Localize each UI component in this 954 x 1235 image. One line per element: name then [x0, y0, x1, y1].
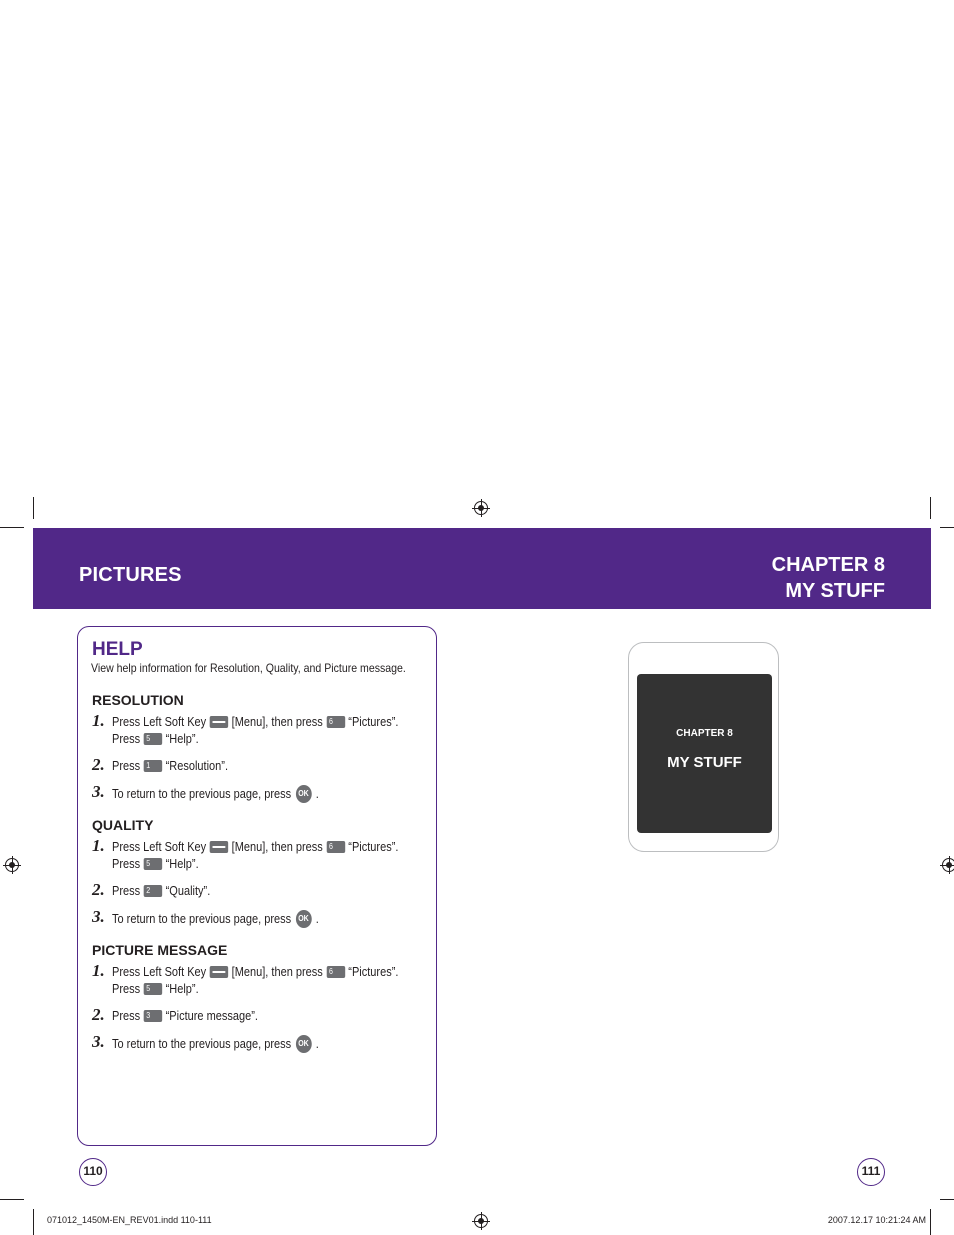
crop-mark — [940, 527, 954, 528]
section-heading-quality: QUALITY — [92, 817, 154, 833]
step-number: 2. — [92, 755, 105, 774]
step-line — [112, 715, 398, 729]
section-title: PICTURES — [79, 564, 182, 586]
step-text: Press — [112, 759, 141, 773]
step-line — [112, 785, 319, 803]
chapter-number: CHAPTER 8 — [771, 554, 885, 576]
step-number: 1. — [92, 711, 105, 730]
step-text: To return to the previous page, press — [112, 912, 292, 926]
footer-filename: 071012_1450M-EN_REV01.indd 110-111 — [47, 1215, 212, 1225]
chapter-name: MY STUFF — [785, 580, 885, 602]
step-text: Press Left Soft Key — [112, 715, 207, 729]
step-text: “Pictures”. — [348, 965, 399, 979]
crop-mark — [0, 527, 24, 528]
key-6-icon: 6 — [326, 966, 344, 978]
step-line — [112, 1009, 258, 1023]
registration-mark-icon — [942, 858, 954, 872]
step-text: To return to the previous page, press — [112, 1037, 292, 1051]
step-text: “Resolution”. — [165, 759, 229, 773]
step-text: “Quality”. — [165, 884, 211, 898]
step-text: Press — [112, 732, 141, 746]
ok-key-icon: OK — [296, 910, 312, 928]
crop-mark — [33, 497, 34, 519]
step-line — [112, 884, 210, 898]
left-soft-key-icon — [210, 966, 228, 978]
step-text: “Help”. — [165, 732, 199, 746]
key-5-icon: 5 — [144, 858, 162, 870]
crop-mark — [930, 1209, 931, 1235]
step-text: “Picture message”. — [165, 1009, 258, 1023]
ok-key-icon: OK — [296, 1035, 312, 1053]
footer-timestamp: 2007.12.17 10:21:24 AM — [827, 1215, 926, 1225]
help-title: HELP — [92, 639, 143, 660]
step-text: [Menu], then press — [231, 840, 323, 854]
step-text: . — [315, 787, 319, 801]
screen-chapter-title: MY STUFF — [667, 754, 742, 771]
step-number: 1. — [92, 961, 105, 980]
left-soft-key-icon — [210, 841, 228, 853]
step-line — [112, 840, 398, 854]
crop-mark — [0, 1199, 24, 1200]
step-line — [112, 965, 398, 979]
key-5-icon: 5 — [144, 733, 162, 745]
header-banner — [33, 528, 931, 609]
step-text: Press Left Soft Key — [112, 840, 207, 854]
step-text: . — [315, 912, 319, 926]
left-soft-key-icon — [210, 716, 228, 728]
section-heading-picture-message: PICTURE MESSAGE — [92, 942, 228, 958]
crop-mark — [940, 1199, 954, 1200]
step-line — [112, 910, 319, 928]
step-number: 3. — [92, 1032, 105, 1051]
crop-mark — [930, 497, 931, 519]
crop-mark — [33, 1209, 34, 1235]
step-text: Press Left Soft Key — [112, 965, 207, 979]
step-line — [112, 732, 199, 746]
step-text: Press — [112, 884, 141, 898]
help-intro: View help information for Resolution, Quality, and Picture message. — [91, 661, 406, 675]
key-3-icon: 3 — [144, 1010, 162, 1022]
phone-illustration — [628, 642, 779, 852]
step-number: 2. — [92, 880, 105, 899]
key-1-icon: 1 — [144, 760, 162, 772]
step-text: [Menu], then press — [231, 715, 323, 729]
phone-screen — [637, 674, 772, 833]
registration-mark-icon — [5, 858, 19, 872]
help-card — [77, 626, 437, 1146]
registration-mark-icon — [474, 1214, 488, 1228]
key-6-icon: 6 — [326, 841, 344, 853]
step-number: 1. — [92, 836, 105, 855]
step-line — [112, 857, 199, 871]
key-2-icon: 2 — [144, 885, 162, 897]
step-text: Press — [112, 1009, 141, 1023]
step-text: To return to the previous page, press — [112, 787, 292, 801]
step-number: 3. — [92, 782, 105, 801]
step-text: [Menu], then press — [231, 965, 323, 979]
page-number-left: 110 — [79, 1158, 107, 1186]
key-6-icon: 6 — [326, 716, 344, 728]
section-heading-resolution: RESOLUTION — [92, 692, 184, 708]
registration-mark-icon — [474, 501, 488, 515]
step-line — [112, 982, 199, 996]
step-text: “Help”. — [165, 982, 199, 996]
step-text: “Pictures”. — [348, 715, 399, 729]
chapter-title — [772, 552, 885, 604]
step-text: “Help”. — [165, 857, 199, 871]
screen-chapter-number: CHAPTER 8 — [676, 728, 733, 739]
key-5-icon: 5 — [144, 983, 162, 995]
page-number-right: 111 — [857, 1158, 885, 1186]
step-text: . — [315, 1037, 319, 1051]
step-number: 3. — [92, 907, 105, 926]
step-text: Press — [112, 857, 141, 871]
step-line — [112, 759, 228, 773]
step-line — [112, 1035, 319, 1053]
step-text: “Pictures”. — [348, 840, 399, 854]
step-text: Press — [112, 982, 141, 996]
ok-key-icon: OK — [296, 785, 312, 803]
step-number: 2. — [92, 1005, 105, 1024]
